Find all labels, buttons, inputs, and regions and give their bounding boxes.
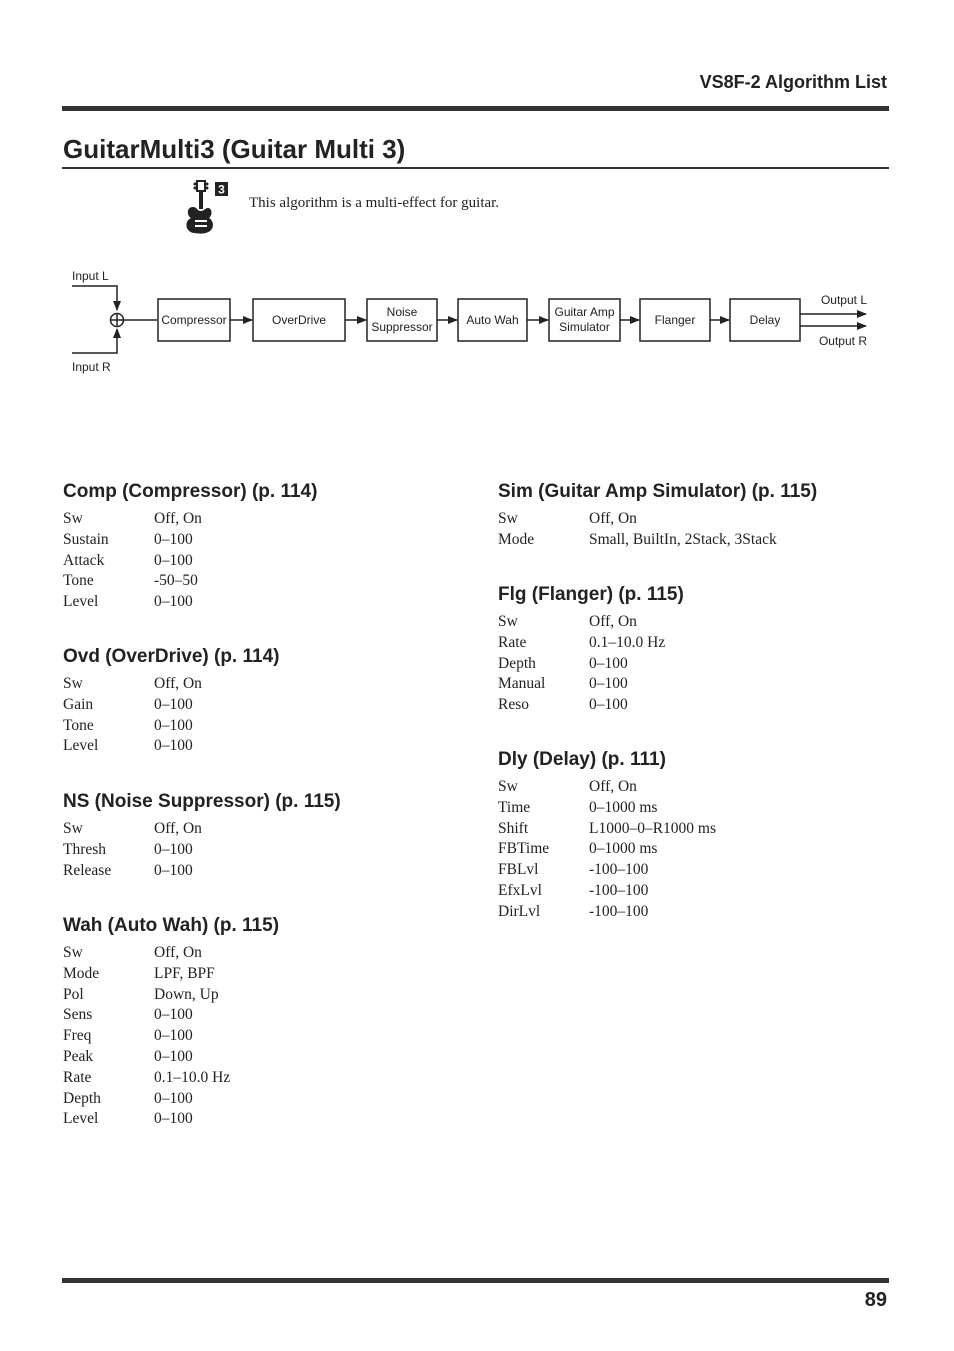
param-row [63,1047,279,1068]
section-title: Sim (Guitar Amp Simulator) (p. 115) [498,481,818,502]
param-name: Rate [63,1068,92,1086]
param-row [498,777,716,798]
param-name: FBLvl [498,861,539,879]
param-value: Off, On [589,510,637,527]
flanger-block [640,299,710,341]
param-value: 0–100 [589,654,628,672]
compressor-block [158,299,230,341]
param-name: Mode [498,530,535,548]
param-name: Level [63,737,99,755]
param-value: 0–100 [154,1006,193,1024]
section-sim [498,481,817,551]
param-name: Time [498,798,531,816]
param-name: Manual [498,675,546,693]
param-value: LPF, BPF [154,964,215,982]
param-row [63,943,279,964]
param-value: 0–100 [154,1110,193,1128]
param-value: -100–100 [589,881,649,899]
param-value: Off, On [154,820,202,837]
block-label: Delay [749,313,781,327]
overdrive-block [253,299,345,341]
param-name: Tone [63,572,94,590]
param-row [498,860,716,881]
param-value: 0–100 [589,675,628,693]
block-label: Auto Wah [466,313,519,327]
param-row [63,985,279,1006]
param-name: Peak [63,1047,94,1065]
auto-wah-block [458,299,527,341]
param-row [63,530,317,551]
param-value: Off, On [589,613,637,630]
param-row [498,612,684,633]
param-list [498,777,716,923]
block-label: Simulator [559,320,610,334]
running-header: VS8F-2 Algorithm List [699,72,887,92]
section-dly [498,749,716,923]
param-name: Attack [63,551,105,569]
param-name: Level [63,593,99,611]
param-row [498,654,684,675]
param-row [498,530,817,551]
param-value: Down, Up [154,985,219,1003]
page-title: GuitarMulti3 (Guitar Multi 3) [63,134,406,164]
param-value: 0–100 [154,840,193,858]
param-value: 0–100 [154,861,193,879]
param-row [498,674,684,695]
output-l-label: Output L [820,293,867,307]
param-name: EfxLvl [498,881,542,899]
param-row [63,509,317,530]
param-row [63,1005,279,1026]
param-row [63,964,279,985]
header-rule [62,106,889,111]
param-name: Thresh [63,840,107,858]
param-row [63,716,279,737]
param-value: Off, On [154,675,202,692]
param-name: Sens [63,1006,93,1024]
output-r-label: Output R [818,334,867,348]
param-value: Off, On [589,778,637,795]
param-row [63,551,317,572]
signal-flow-diagram [60,262,880,382]
param-name: Sw [63,510,83,527]
param-value: 0–100 [154,716,193,734]
param-name: Sw [498,778,518,795]
param-value: 0.1–10.0 Hz [589,633,666,651]
section-title: Comp (Compressor) (p. 114) [63,481,318,502]
delay-block [730,299,800,341]
param-value: 0–100 [154,695,193,713]
param-value: Off, On [154,510,202,527]
intro-text: This algorithm is a multi-effect for guitar. [249,195,500,211]
section-ns [63,791,341,881]
param-name: Release [63,861,112,879]
param-value: Off, On [154,944,202,961]
param-row [63,1068,279,1089]
param-list [63,509,317,613]
param-value: 0–100 [589,696,628,714]
param-row [63,736,279,757]
param-row [498,509,817,530]
param-row [498,798,716,819]
section-comp [63,481,317,613]
param-value: L1000–0–R1000 ms [589,819,717,837]
block-label: Suppressor [371,320,433,334]
param-name: Sustain [63,530,109,548]
param-name: Reso [498,696,529,714]
param-value: 0.1–10.0 Hz [154,1068,231,1086]
param-value: -50–50 [154,572,198,590]
title-underline [62,167,889,169]
param-value: 0–100 [154,1027,193,1045]
param-row [63,819,341,840]
section-title: NS (Noise Suppressor) (p. 115) [63,791,341,812]
param-list [63,819,341,881]
section-ovd [63,646,279,757]
param-name: Sw [63,820,83,837]
param-value: 0–1000 ms [589,840,658,858]
param-value: -100–100 [589,902,649,920]
param-value: Small, BuiltIn, 2Stack, 3Stack [589,530,777,548]
guitar-amp-simulator-block [549,299,620,341]
param-name: Level [63,1110,99,1128]
page-number: 89 [864,1289,887,1311]
block-label: OverDrive [271,313,327,327]
param-list [498,612,684,716]
input-l-label: Input L [72,269,109,283]
param-row [63,695,279,716]
param-value: 0–1000 ms [589,798,658,816]
param-name: FBTime [498,840,550,858]
param-name: Mode [63,964,100,982]
param-row [498,881,716,902]
param-name: Sw [63,675,83,692]
param-row [63,674,279,695]
input-r-label: Input R [72,360,111,374]
param-name: Rate [498,633,527,651]
param-value: 0–100 [154,737,193,755]
param-value: 0–100 [154,551,193,569]
badge-label: 3 [218,182,225,197]
param-name: Sw [498,613,518,630]
guitar-icon [182,180,232,236]
block-label: Flanger [654,313,696,327]
footer-rule [62,1278,889,1283]
param-row [63,592,317,613]
param-row [498,695,684,716]
param-list [63,674,279,757]
section-title: Wah (Auto Wah) (p. 115) [63,915,280,936]
param-name: Depth [498,654,536,672]
param-name: Shift [498,819,529,837]
section-title: Ovd (OverDrive) (p. 114) [63,646,280,667]
param-list [498,509,817,551]
param-row [63,861,341,882]
param-name: Sw [63,944,83,961]
param-row [498,902,716,923]
param-name: Gain [63,695,94,713]
param-row [498,819,716,840]
noise-suppressor-block [367,299,437,341]
param-row [63,840,341,861]
section-title: Dly (Delay) (p. 111) [498,749,666,770]
section-flg [498,584,684,716]
param-value: 0–100 [154,530,193,548]
block-label: Noise [386,305,418,319]
param-row [498,839,716,860]
param-row [498,633,684,654]
param-row [63,1109,279,1130]
block-label: Guitar Amp [554,305,615,319]
param-list [63,943,279,1130]
param-row [63,1089,279,1110]
param-name: DirLvl [498,902,541,920]
param-name: Pol [63,985,84,1003]
param-row [63,1026,279,1047]
param-value: 0–100 [154,593,193,611]
param-name: Tone [63,716,94,734]
block-label: Compressor [161,313,227,327]
param-name: Depth [63,1089,101,1107]
section-wah [63,915,279,1130]
param-value: 0–100 [154,1089,193,1107]
param-value: -100–100 [589,861,649,879]
param-name: Freq [63,1027,92,1045]
param-value: 0–100 [154,1047,193,1065]
param-name: Sw [498,510,518,527]
param-row [63,571,317,592]
section-title: Flg (Flanger) (p. 115) [498,584,684,605]
